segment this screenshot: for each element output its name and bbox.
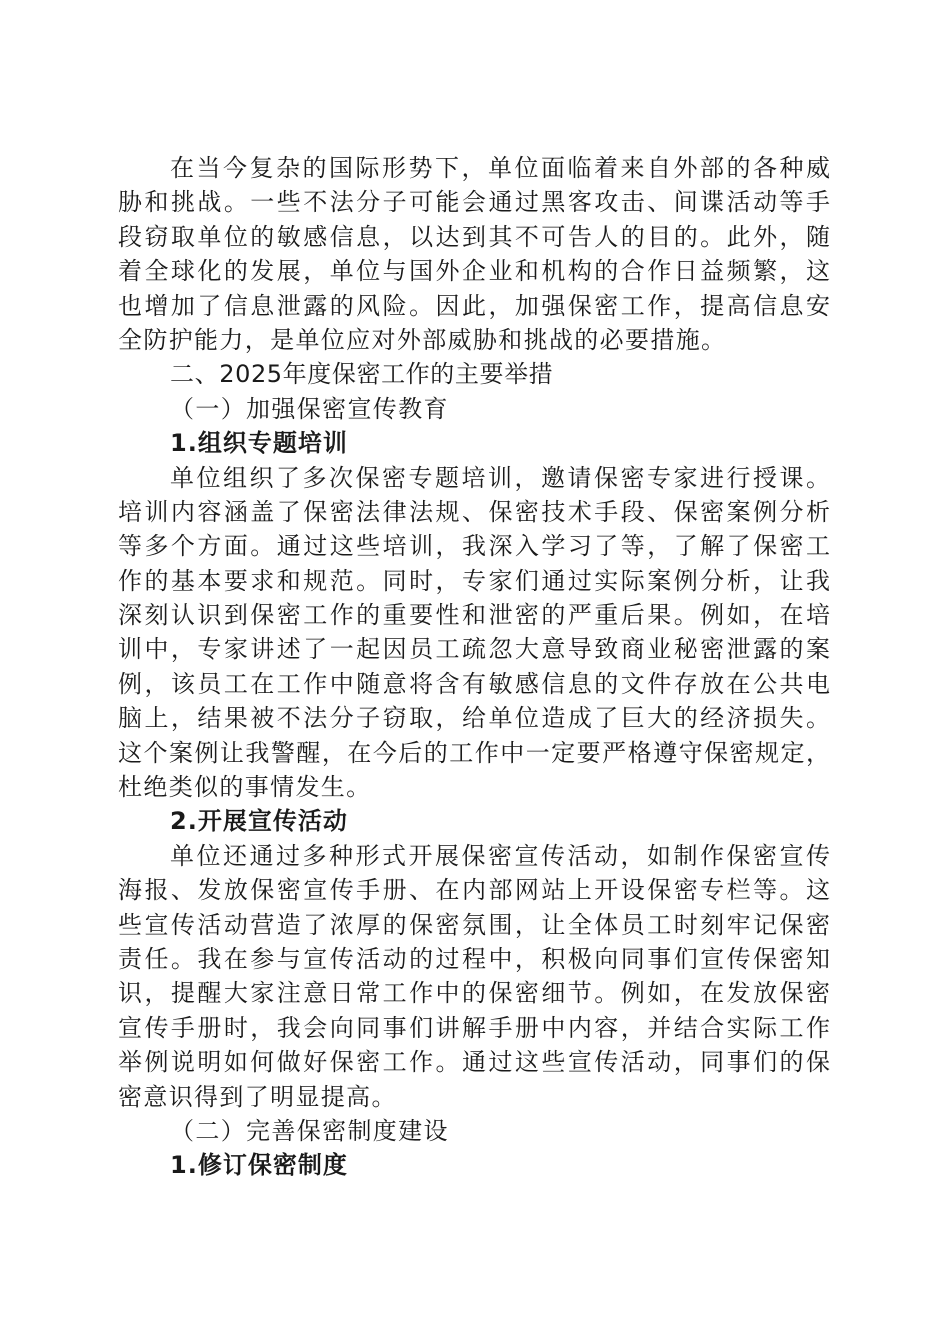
text-line: 深刻认识到保密工作的重要性和泄密的严重后果。例如，在培 [118, 601, 830, 630]
text-line: 全防护能力，是单位应对外部威胁和挑战的必要措施。 [118, 325, 727, 354]
paragraph-publicity [118, 839, 830, 1114]
text-line: 也增加了信息泄露的风险。因此，加强保密工作，提高信息安 [118, 291, 830, 320]
text-line: 宣传手册时，我会向同事们讲解手册中内容，并结合实际工作 [118, 1013, 830, 1042]
text-line: 些宣传活动营造了浓厚的保密氛围，让全体员工时刻牢记保密 [118, 910, 830, 939]
paragraph-external-threat [118, 151, 830, 357]
text-line: 杜绝类似的事情发生。 [118, 773, 372, 802]
text-line: 例，该员工在工作中随意将含有敏感信息的文件存放在公共电 [118, 669, 830, 698]
text-line: 着全球化的发展，单位与国外企业和机构的合作日益频繁，这 [118, 257, 830, 286]
text-line: 训中，专家讲述了一起因员工疏忽大意导致商业秘密泄露的案 [118, 635, 830, 664]
text-line: 胁和挑战。一些不法分子可能会通过黑客攻击、间谍活动等手 [118, 188, 830, 217]
text-line: 举例说明如何做好保密工作。通过这些宣传活动，同事们的保 [118, 1048, 830, 1077]
document-page [118, 151, 830, 1183]
text-line: 单位组织了多次保密专题培训，邀请保密专家进行授课。 [170, 463, 830, 492]
text-line: 单位还通过多种形式开展保密宣传活动，如制作保密宣传 [170, 841, 830, 870]
subsection-heading: （一）加强保密宣传教育 [170, 394, 449, 423]
text-line: 在当今复杂的国际形势下，单位面临着来自外部的各种威 [170, 154, 830, 182]
paragraph-training [118, 461, 830, 805]
subsection-heading: （二）完善保密制度建设 [170, 1116, 449, 1145]
item-heading: 2.开展宣传活动 [170, 807, 348, 836]
text-line: 责任。我在参与宣传活动的过程中，积极向同事们宣传保密知 [118, 944, 830, 973]
text-line: 这个案例让我警醒，在今后的工作中一定要严格遵守保密规定， [118, 738, 830, 767]
item-heading: 1.修订保密制度 [170, 1151, 348, 1180]
text-line: 识，提醒大家注意日常工作中的保密细节。例如，在发放保密 [118, 979, 830, 1008]
text-line: 等多个方面。通过这些培训，我深入学习了等，了解了保密工 [118, 532, 830, 561]
text-line: 脑上，结果被不法分子窃取，给单位造成了巨大的经济损失。 [118, 704, 830, 733]
text-line: 密意识得到了明显提高。 [118, 1082, 397, 1111]
text-line: 段窃取单位的敏感信息，以达到其不可告人的目的。此外，随 [118, 222, 830, 251]
section-heading: 二、2025年度保密工作的主要举措 [170, 360, 554, 389]
text-line: 作的基本要求和规范。同时，专家们通过实际案例分析，让我 [118, 566, 830, 595]
item-heading: 1.组织专题培训 [170, 429, 348, 458]
text-line: 培训内容涵盖了保密法律法规、保密技术手段、保密案例分析 [118, 497, 830, 526]
text-line: 海报、发放保密宣传手册、在内部网站上开设保密专栏等。这 [118, 876, 830, 905]
